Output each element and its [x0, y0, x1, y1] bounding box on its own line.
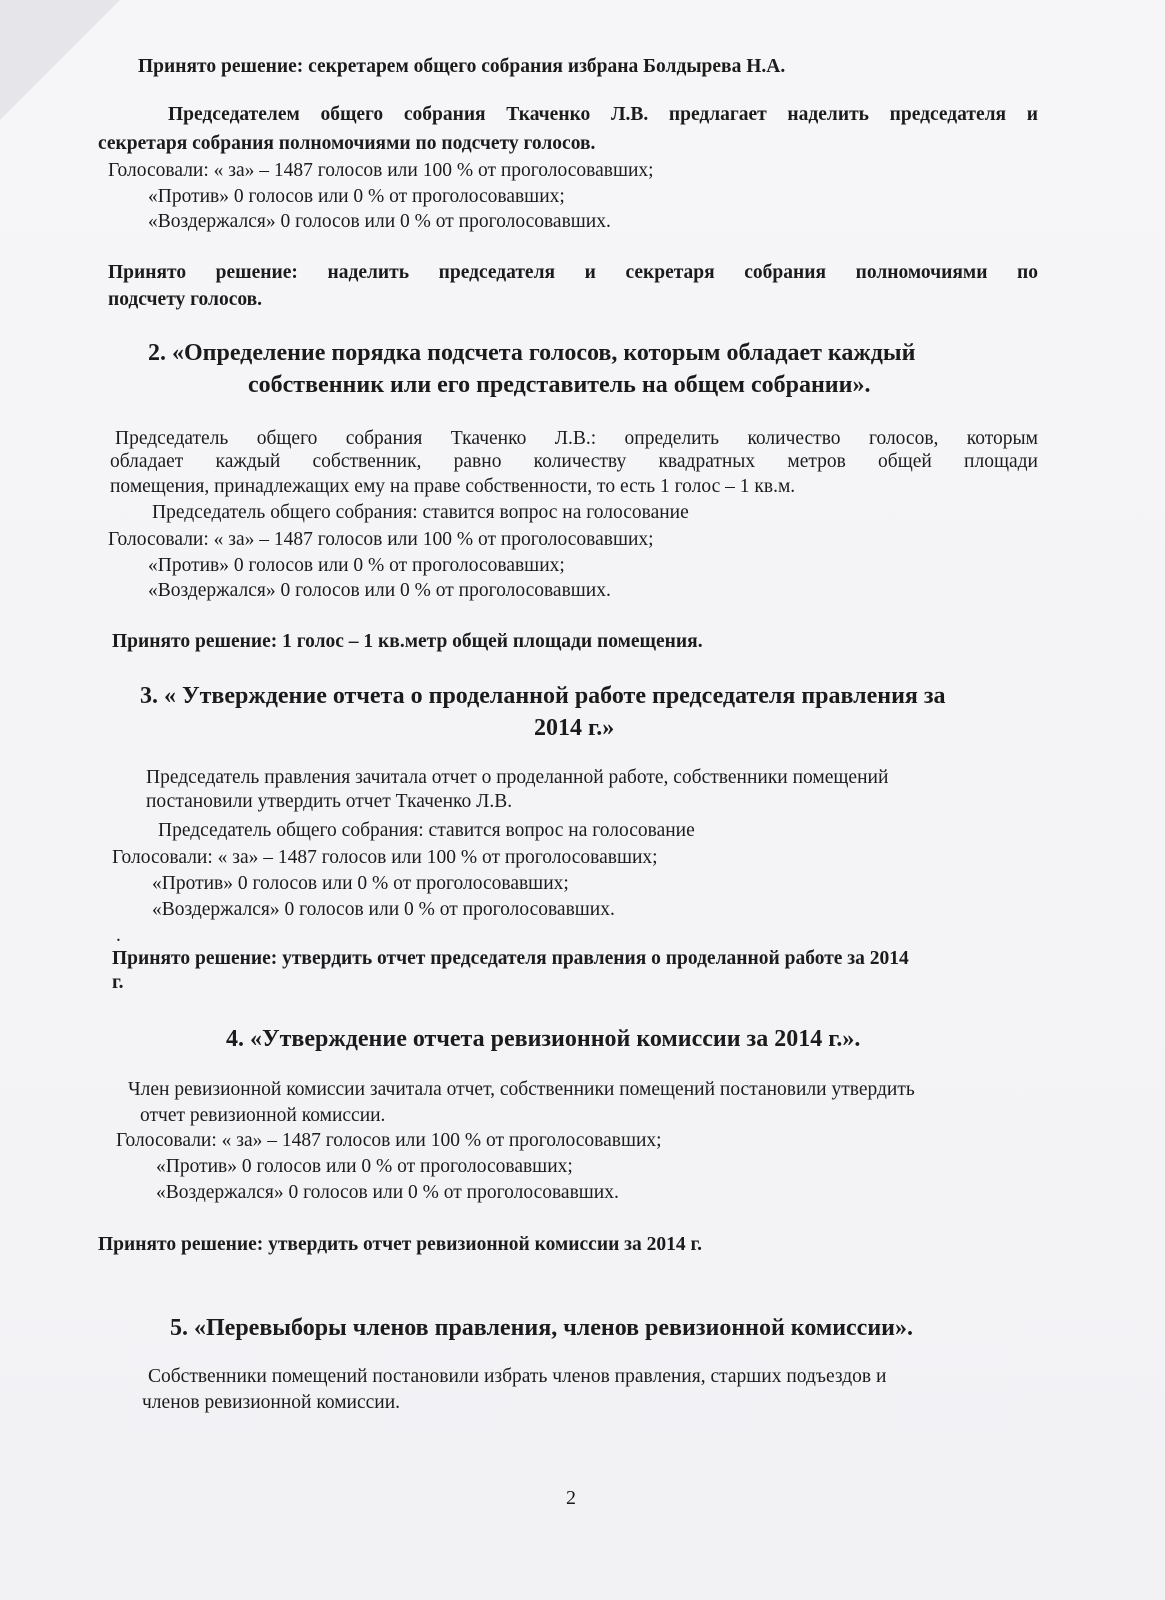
section-3-heading-1: 3. « Утверждение отчета о проделанной работе председателя правления за	[140, 683, 946, 709]
decision-counting-1: Принято решение: наделить председателя и секретаря собрания полномочиями по	[108, 262, 1038, 283]
folded-corner	[0, 0, 120, 120]
section-2-text-3: помещения, принадлежащих ему на праве собственности, то есть 1 голос – 1 кв.м.	[110, 476, 796, 497]
vote-abstain-2: «Воздержался» 0 голосов или 0 % от проголосовавших.	[148, 580, 611, 601]
section-5-text-2: членов ревизионной комиссии.	[142, 1392, 401, 1413]
proposal-line-1: Председателем общего собрания Ткаченко Л.В. предлагает наделить председателя и	[168, 104, 1038, 125]
section-2-question: Председатель общего собрания: ставится вопрос на голосование	[152, 502, 689, 523]
section-2-heading-1: 2. «Определение порядка подсчета голосов, которым обладает каждый	[148, 340, 916, 366]
section-3-text-2: постановили утвердить отчет Ткаченко Л.В.	[146, 791, 513, 812]
vote-against-1: «Против» 0 голосов или 0 % от проголосовавших;	[148, 186, 565, 207]
vote-against-2: «Против» 0 голосов или 0 % от проголосовавших;	[148, 555, 565, 576]
vote-for-3: Голосовали: « за» – 1487 голосов или 100 % от проголосовавших;	[112, 847, 658, 868]
decision-section-3-1: Принято решение: утвердить отчет председателя правления о проделанной работе за 2014	[112, 948, 909, 969]
page-number: 2	[566, 1487, 576, 1509]
vote-abstain-4: «Воздержался» 0 голосов или 0 % от проголосовавших.	[156, 1182, 619, 1203]
vote-against-4: «Против» 0 голосов или 0 % от проголосовавших;	[156, 1156, 573, 1177]
decision-section-3-2: г.	[112, 972, 124, 993]
section-3-heading-2: 2014 г.»	[534, 715, 615, 741]
vote-abstain-1: «Воздержался» 0 голосов или 0 % от проголосовавших.	[148, 211, 611, 232]
vote-abstain-3: «Воздержался» 0 голосов или 0 % от проголосовавших.	[152, 899, 615, 920]
section-5-text-1: Собственники помещений постановили избрать членов правления, старших подъездов и	[148, 1366, 887, 1387]
stray-dot: .	[116, 925, 121, 946]
decision-section-4: Принято решение: утвердить отчет ревизионной комиссии за 2014 г.	[98, 1234, 703, 1255]
section-4-text-2: отчет ревизионной комиссии.	[140, 1105, 386, 1126]
section-2-text-2: обладает каждый собственник, равно количеству квадратных метров общей площади	[110, 451, 1038, 472]
vote-for-2: Голосовали: « за» – 1487 голосов или 100 % от проголосовавших;	[108, 529, 654, 550]
section-2-text-1: Председатель общего собрания Ткаченко Л.В.: определить количество голосов, которым	[115, 428, 1038, 449]
section-2-heading-2: собственник или его представитель на общем собрании».	[248, 372, 871, 398]
section-5-heading: 5. «Перевыборы членов правления, членов ревизионной комиссии».	[170, 1315, 913, 1341]
section-4-text-1: Член ревизионной комиссии зачитала отчет, собственники помещений постановили утвердить	[128, 1079, 915, 1100]
section-3-question: Председатель общего собрания: ставится вопрос на голосование	[158, 820, 695, 841]
vote-for-4: Голосовали: « за» – 1487 голосов или 100 % от проголосовавших;	[116, 1130, 662, 1151]
section-3-text-1: Председатель правления зачитала отчет о проделанной работе, собственники помещений	[146, 767, 889, 788]
vote-for-1: Голосовали: « за» – 1487 голосов или 100 % от проголосовавших;	[108, 160, 654, 181]
vote-against-3: «Против» 0 голосов или 0 % от проголосовавших;	[152, 873, 569, 894]
decision-section-2: Принято решение: 1 голос – 1 кв.метр общей площади помещения.	[112, 631, 703, 652]
decision-secretary: Принято решение: секретарем общего собрания избрана Болдырева Н.А.	[138, 56, 786, 77]
decision-counting-2: подсчету голосов.	[108, 289, 263, 310]
proposal-line-2: секретаря собрания полномочиями по подсчету голосов.	[98, 133, 596, 154]
section-4-heading: 4. «Утверждение отчета ревизионной комиссии за 2014 г.».	[226, 1026, 861, 1052]
